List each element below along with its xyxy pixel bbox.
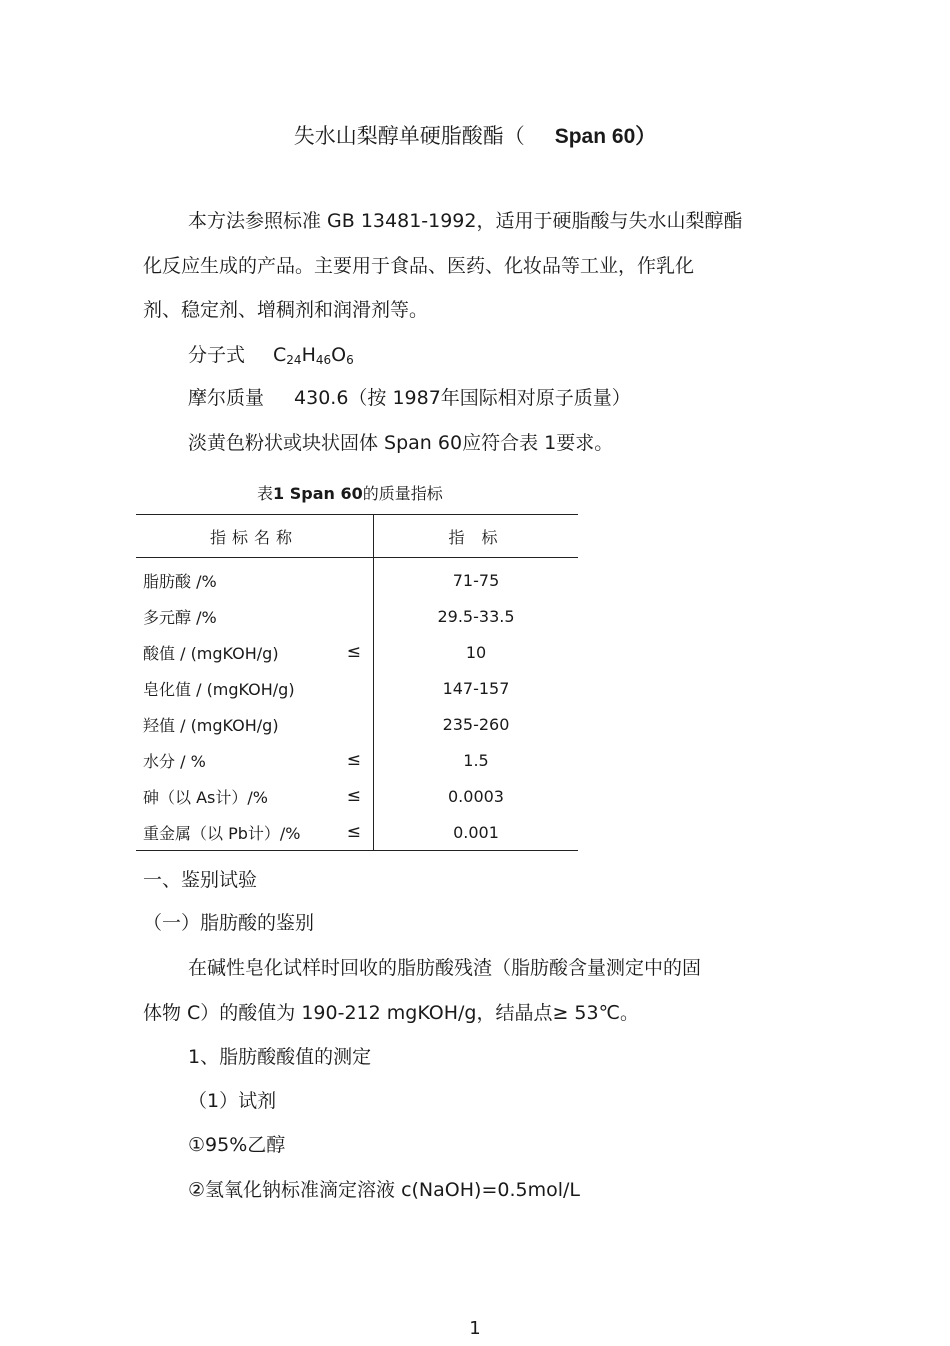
table-row: 多元醇 /% 29.5-33.5 — [136, 598, 578, 634]
page-number: 1 — [469, 1318, 481, 1339]
page-title: 失水山梨醇单硬脂酸酯（ Span 60） — [293, 124, 657, 148]
table-caption: 表1 Span 60的质量指标 — [257, 484, 443, 503]
molecular-formula: 分子式 $C_{24}H_{46}O_6$ — [188, 344, 354, 367]
header-index-name: 指标名称 — [136, 515, 374, 558]
quality-index-table — [136, 514, 578, 851]
subsection-fatty-acid: （一）脂肪酸的鉴别 — [143, 912, 315, 934]
intro-line-3: 剂、稳定剂、增稠剂和润滑剂等。 — [143, 299, 429, 321]
reagent-ethanol: ①95%乙醇 — [188, 1134, 286, 1156]
reagents-heading: （1）试剂 — [188, 1090, 277, 1112]
intro-line-1: 本方法参照标准 GB 13481-1992，适用于硬脂酸与失水山梨醇酯 — [188, 210, 743, 232]
appearance-text: 淡黄色粉状或块状固体 Span 60应符合表 1要求。 — [188, 432, 614, 454]
table-row: 水分 / % ≤ 1.5 — [136, 742, 578, 778]
header-index: 指 标 — [374, 515, 579, 558]
step-acid-value: 1、脂肪酸酸值的测定 — [188, 1046, 372, 1068]
table-row: 脂肪酸 /% 71-75 — [136, 558, 578, 599]
table-row: 酸值 / (mgKOH/g) ≤ 10 — [136, 634, 578, 670]
para-line-2: 体物 C）的酸值为 190-212 mgKOH/g，结晶点≥ 53℃。 — [143, 1002, 639, 1024]
table-row: 砷（以 As计）/% ≤ 0.0003 — [136, 778, 578, 814]
table-row: 羟值 / (mgKOH/g) 235-260 — [136, 706, 578, 742]
reagent-naoh: ②氢氧化钠标准滴定溶液 c(NaOH)=0.5mol/L — [188, 1179, 580, 1201]
table-row: 重金属（以 Pb计）/% ≤ 0.001 — [136, 814, 578, 851]
table-row: 皂化值 / (mgKOH/g) 147-157 — [136, 670, 578, 706]
section-identification: 一、鉴别试验 — [143, 869, 258, 891]
intro-line-2: 化反应生成的产品。主要用于食品、医药、化妆品等工业，作乳化 — [143, 255, 695, 277]
molar-mass: 摩尔质量 430.6（按 1987年国际相对原子质量） — [188, 387, 631, 409]
para-line-1: 在碱性皂化试样时回收的脂肪酸残渣（脂肪酸含量测定中的固 — [188, 957, 702, 979]
